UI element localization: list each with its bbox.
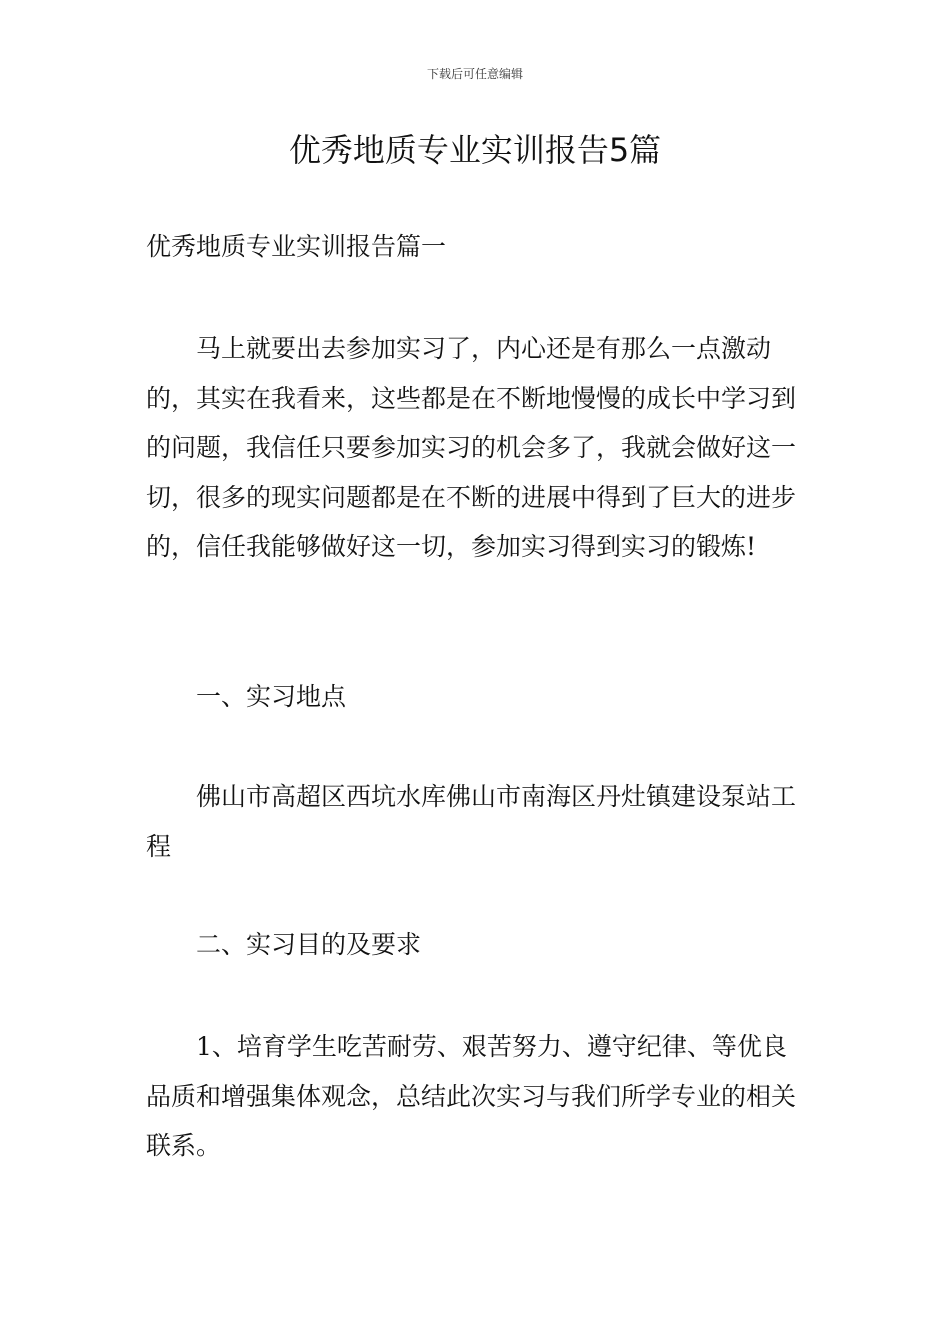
purpose-item-1: 1、培育学生吃苦耐劳、艰苦努力、遵守纪律、等优良品质和增强集体观念，总结此次实习与我们所学专业的相关联系。 <box>146 1032 797 1160</box>
location-paragraph-block <box>146 772 806 871</box>
purpose-item-block <box>146 1022 806 1171</box>
document-title: 优秀地质专业实训报告5篇 <box>288 131 662 169</box>
header-note: 下载后可任意编辑 <box>426 67 523 81</box>
location-paragraph: 佛山市高超区西坑水库佛山市南海区丹灶镇建设泵站工程 <box>146 782 797 861</box>
intro-paragraph: 马上就要出去参加实习了，内心还是有那么一点激动的，其实在我看来，这些都是在不断地慢慢的成长中学习到的问题，我信任只要参加实习的机会多了，我就会做好这一切，很多的现实问题都是在不断的进展中得到了巨大的进步的，信任我能够做好这一切，参加实习得到实习的锻炼! <box>146 334 797 561</box>
section-heading: 优秀地质专业实训报告篇一 <box>146 232 447 261</box>
purpose-heading: 二、实习目的及要求 <box>196 930 422 959</box>
location-heading-block <box>146 672 806 722</box>
purpose-heading-block <box>146 920 806 970</box>
location-heading: 一、实习地点 <box>196 682 347 711</box>
intro-paragraph-block <box>146 324 806 572</box>
section-heading-block <box>146 222 806 272</box>
